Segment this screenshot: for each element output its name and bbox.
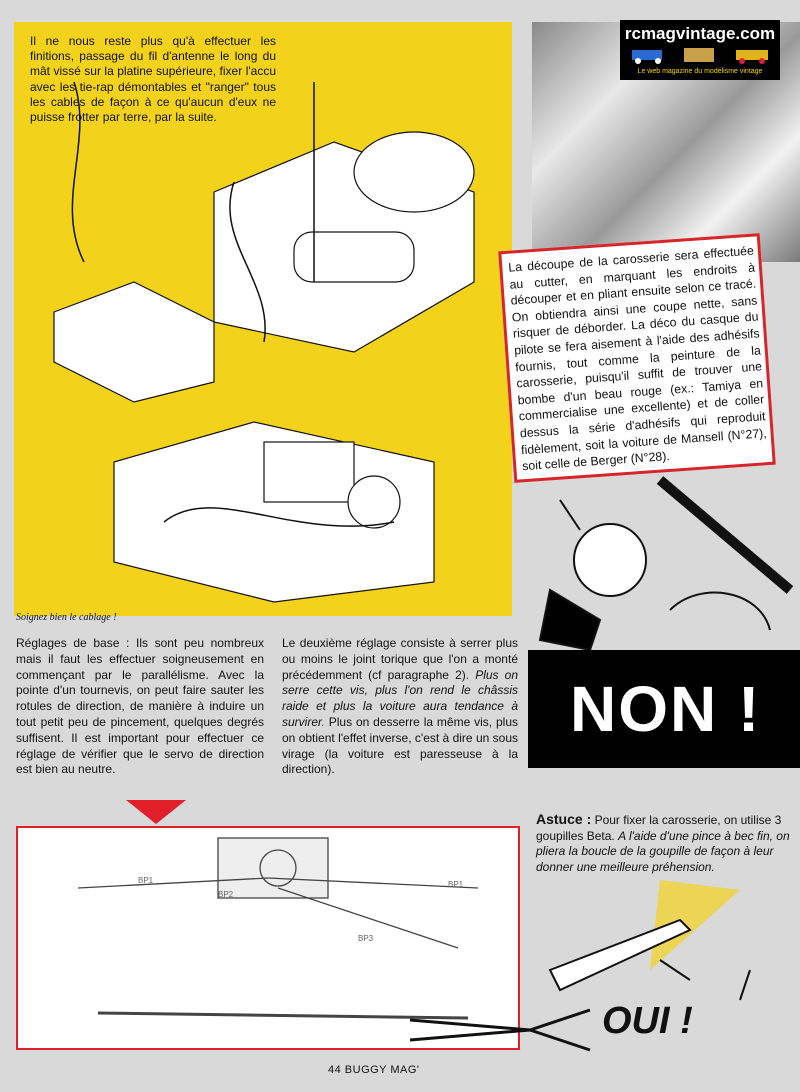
- oui-label: OUI !: [602, 1000, 693, 1042]
- column-1-text: Réglages de base : Ils sont peu nombreux mais il faut les effectuer soigneusement en commençant par le parallélisme. Avec la pointe d'un tournevis, on peut faire sauter les rotules de direction, de manière à induire un tout petit peu de pincement, quelques degrés suffisent. Il est important pour effectuer ce réglage de vérifier que le servo de direction est bien au neutre.: [16, 636, 264, 777]
- carrosserie-text: La découpe de la carosserie sera effectuée au cutter, en marquant les endroits à découper et en pliant ensuite selon ce tracé. On obtiendra ainsi une coupe nette, sans risquer de déborder. La déco du casque du pilote se fera aisement à l'aide des adhésifs fournis, tout comme la peinture de la carosserie, puisqu'il suffit de trouver une bombe d'un beau rouge (ex.: Tamiya en commercialise une excellente) et de coller dessus la série d'adhésifs qui reproduit fidèlement, soit la voiture de Mansell (N°27), soit celle de Berger (N°28).: [507, 243, 768, 474]
- page-footer: 44 BUGGY MAG': [328, 1064, 420, 1076]
- non-panel: [528, 650, 800, 768]
- column-2-part2: Plus on desserre la même vis, plus on obtient l'effet inverse, c'est à dire un sous virage (la voiture est paresseuse à la direction).: [282, 714, 518, 777]
- column-2-text: [282, 636, 518, 778]
- column-2-part1: Le deuxième réglage consiste à serrer plus ou moins le joint torique que l'on a monté précédemment (cf paragraphe 2).: [282, 636, 518, 682]
- site-logo: [620, 20, 780, 80]
- logo-title: rcmagvintage.com: [624, 24, 776, 43]
- astuce-text: Pour fixer la carosserie, on utilise 3 goupilles Beta.: [536, 813, 782, 843]
- image-caption: Soignez bien le cablage !: [16, 612, 117, 623]
- label-bp1-left: BP1: [138, 876, 154, 885]
- label-bp2: BP2: [218, 890, 234, 899]
- intro-paragraph: Il ne nous reste plus qu'à effectuer les finitions, passage du fil d'antenne le long du mât vissé sur la platine supérieure, fixer l'accu avec les tie-rap démontables et "ranger" tous les cables de façon à ce qu'aucun d'eux ne puisse frotter par terre, par la suite.: [30, 34, 276, 125]
- cartoon-illustration: [520, 440, 800, 660]
- column-2-italic: Plus on serre cette vis, plus l'on rend le châssis raide et plus la voiture aura tendance à survirer.: [282, 667, 519, 729]
- label-bp3: BP3: [358, 934, 374, 943]
- pliers-icon: [410, 1000, 600, 1060]
- non-label: NON !: [570, 673, 762, 745]
- astuce-paragraph: [536, 812, 792, 875]
- label-bp1-right: BP1: [448, 880, 464, 889]
- astuce-italic: A l'aide d'une pince à bec fin, on pliera la boucle de la goupille de façon à leur donner une meilleure préhension.: [536, 828, 790, 874]
- logo-subtitle: Le web magazine du modélisme vintage: [637, 68, 763, 75]
- astuce-label: Astuce :: [536, 811, 592, 827]
- red-arrow-marker: [126, 800, 186, 826]
- logo-car-icon: [628, 46, 772, 64]
